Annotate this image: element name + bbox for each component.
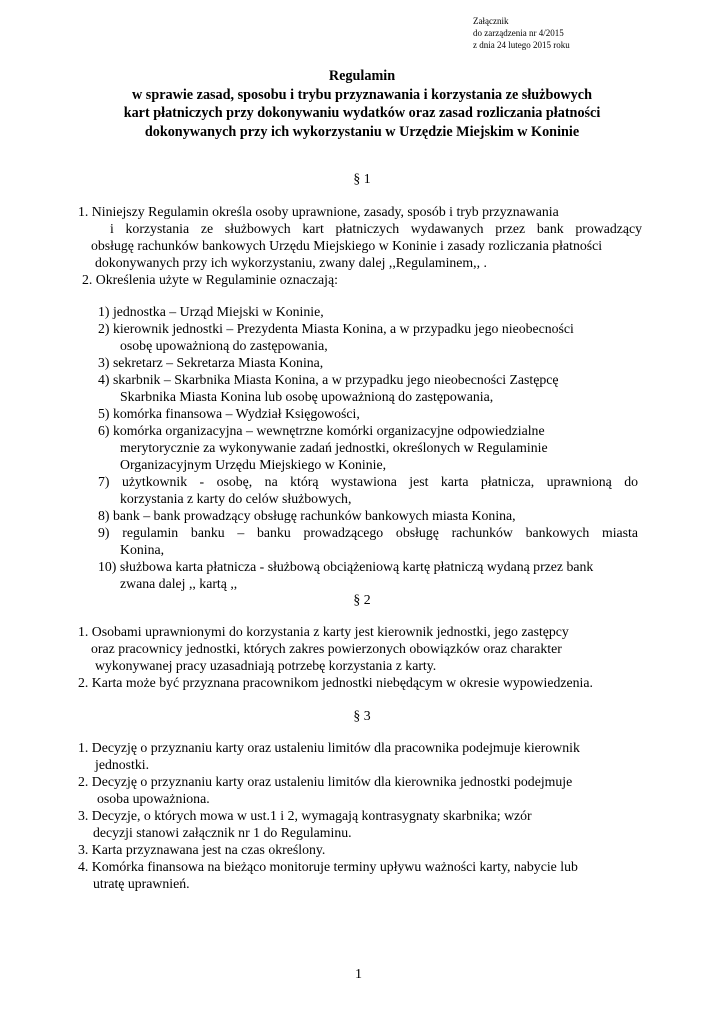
page-number: 1 xyxy=(355,967,362,982)
definition-item-cont: merytorycznie za wykonywanie zadań jednostki, określonych w Regulaminie xyxy=(120,440,548,455)
definition-item: 7) użytkownik - osobę, na którą wystawiona jest karta płatnicza, uprawnioną do xyxy=(98,474,638,489)
s2-p2: 2. Karta może być przyznana pracownikom jednostki niebędącym w okresie wypowiedzenia. xyxy=(78,675,593,690)
annex-line: Załącznik xyxy=(473,16,509,26)
definition-item: 2) kierownik jednostki – Prezydenta Miasta Konina, a w przypadku jego nieobecności xyxy=(98,321,574,336)
s3-p4: 3. Karta przyznawana jest na czas określony. xyxy=(78,842,326,857)
s1-p2: 2. Określenia użyte w Regulaminie oznaczają: xyxy=(82,272,338,287)
s1-p1-line: 1. Niniejszy Regulamin określa osoby uprawnione, zasady, sposób i tryb przyznawania xyxy=(78,204,559,219)
s1-p1-line: dokonywanych przy ich wykorzystaniu, zwany dalej ,,Regulaminem,, . xyxy=(95,255,487,270)
definition-item-cont: Organizacyjnym Urzędu Miejskiego w Koninie, xyxy=(120,457,387,472)
s3-p5-line: utratę uprawnień. xyxy=(93,876,190,891)
definition-item-cont: Skarbnika Miasta Konina lub osobę upoważnioną do zastępowania, xyxy=(120,389,494,404)
s1-p1-line: obsługę rachunków bankowych Urzędu Miejskiego w Koninie i zasady rozliczania płatności xyxy=(91,238,603,253)
definition-item: 10) służbowa karta płatnicza - służbową obciążeniową kartę płatniczą wydaną przez bank xyxy=(98,559,594,574)
s2-p1-line: oraz pracownicy jednostki, których zakres powierzonych obowiązków oraz charakter xyxy=(91,641,562,656)
s2-p1-line: 1. Osobami uprawnionymi do korzystania z karty jest kierownik jednostki, jego zastępcy xyxy=(78,624,569,639)
annex-line: z dnia 24 lutego 2015 roku xyxy=(473,40,570,50)
definition-item: 3) sekretarz – Sekretarza Miasta Konina, xyxy=(98,355,324,370)
definition-item-cont: osobę upoważnioną do zastępowania, xyxy=(120,338,328,353)
s3-p1-line: jednostki. xyxy=(95,757,150,772)
definition-item: 1) jednostka – Urząd Miejski w Koninie, xyxy=(98,304,324,319)
definition-item: 5) komórka finansowa – Wydział Księgowości, xyxy=(98,406,360,421)
title-line: w sprawie zasad, sposobu i trybu przyznawania i korzystania ze służbowych xyxy=(132,86,592,103)
s2-p1-line: wykonywanej pracy uzasadniają potrzebę korzystania z karty. xyxy=(95,658,437,673)
title-line: kart płatniczych przy dokonywaniu wydatków oraz zasad rozliczania płatności xyxy=(123,105,601,121)
definition-item: 8) bank – bank prowadzący obsługę rachunków bankowych miasta Konina, xyxy=(98,508,516,523)
section-2-heading: § 2 xyxy=(353,592,371,607)
document-title xyxy=(0,67,724,141)
s3-p2-line: 2. Decyzję o przyznaniu karty oraz ustaleniu limitów dla kierownika jednostki podejmuje xyxy=(78,774,573,789)
s3-p5-line: 4. Komórka finansowa na bieżąco monitoruje terminy upływu ważności karty, nabycie lub xyxy=(78,859,578,874)
s3-p3-line: 3. Decyzje, o których mowa w ust.1 i 2, wymagają kontrasygnaty skarbnika; wzór xyxy=(78,808,532,823)
definition-item: 6) komórka organizacyjna – wewnętrzne komórki organizacyjne odpowiedzialne xyxy=(98,423,545,438)
definition-item-cont: korzystania z karty do celów służbowych, xyxy=(120,491,352,506)
section-3-heading: § 3 xyxy=(353,708,371,723)
definition-item: 4) skarbnik – Skarbnika Miasta Konina, a w przypadku jego nieobecności Zastępcę xyxy=(98,372,559,387)
s3-p1-line: 1. Decyzję o przyznaniu karty oraz ustaleniu limitów dla pracownika podejmuje kierownik xyxy=(78,740,580,755)
definition-item: 9) regulamin banku – banku prowadzącego obsługę rachunków bankowych miasta xyxy=(98,525,638,540)
annex-line: do zarządzenia nr 4/2015 xyxy=(473,28,564,38)
s3-p3-line: decyzji stanowi załącznik nr 1 do Regulaminu. xyxy=(93,825,352,840)
definition-item-cont: zwana dalej ,, kartą ,, xyxy=(120,576,238,591)
title-line: Regulamin xyxy=(328,68,396,84)
section-1-heading: § 1 xyxy=(353,171,371,186)
annex-note xyxy=(473,15,570,51)
title-line: dokonywanych przy ich wykorzystaniu w Urzędzie Miejskim w Koninie xyxy=(144,123,580,140)
s1-p1-line: i korzystania ze służbowych kart płatniczych wydawanych przez bank prowadzący xyxy=(110,221,642,236)
s3-p2-line: osoba upoważniona. xyxy=(97,791,210,806)
definition-item-cont: Konina, xyxy=(120,542,165,557)
